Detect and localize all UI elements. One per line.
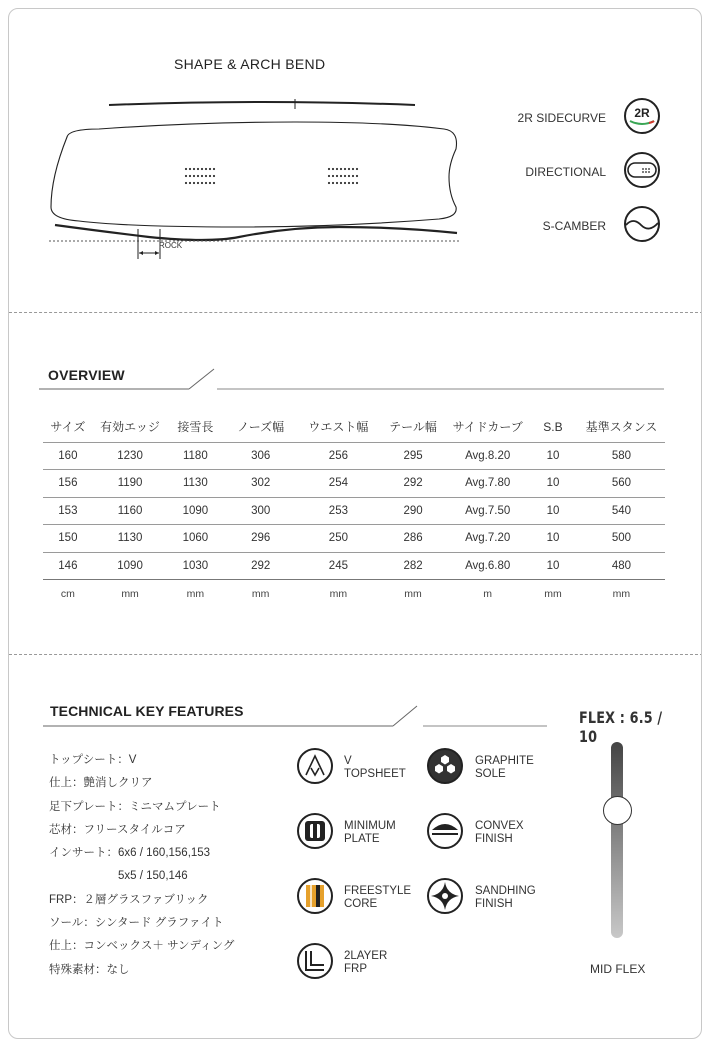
table-cell: 10 xyxy=(528,525,578,553)
table-row xyxy=(43,497,665,525)
table-cell: 146 xyxy=(43,552,93,580)
table-cell: 10 xyxy=(528,552,578,580)
table-cell: Avg.8.20 xyxy=(447,442,528,470)
spec-line: インサート：6x6 / 160,156,153 xyxy=(49,847,211,860)
feature-line: V xyxy=(344,755,352,767)
spec-line: FRP：２層グラスファブリック xyxy=(49,893,209,906)
feature-line: MINIMUM xyxy=(344,820,396,832)
feature-label-s-camber: S-CAMBER xyxy=(542,219,606,233)
feature-line: SOLE xyxy=(475,768,506,780)
unit-cell: mm xyxy=(167,580,223,608)
feature-freestyle-core xyxy=(344,885,434,911)
arch-bend-line xyxy=(109,102,415,105)
table-row xyxy=(43,525,665,553)
table-cell: 1180 xyxy=(167,442,223,470)
spec-line: 5x5 / 150,146 xyxy=(49,870,188,883)
s-camber-icon xyxy=(623,205,661,243)
table-cell: 245 xyxy=(298,552,379,580)
unit-cell: mm xyxy=(379,580,447,608)
spec-line: 足下プレート：ミニマムプレート xyxy=(49,800,221,813)
spec-table xyxy=(43,412,665,607)
column-header: サイズ xyxy=(50,420,86,435)
table-cell: 306 xyxy=(223,442,298,470)
table-cell: 250 xyxy=(298,525,379,553)
feature-2layer-frp xyxy=(344,950,434,976)
column-header: 接雪長 xyxy=(177,420,214,435)
graphite-sole-icon xyxy=(426,747,464,785)
table-cell: 500 xyxy=(578,525,665,553)
overview-title: OVERVIEW xyxy=(48,367,125,383)
table-cell: 1090 xyxy=(167,497,223,525)
feature-graphite-sole xyxy=(475,755,565,781)
unit-cell: mm xyxy=(223,580,298,608)
flex-caption: MID FLEX xyxy=(590,962,646,976)
unit-cell: mm xyxy=(93,580,168,608)
feature-line: SANDHING xyxy=(475,885,536,897)
table-cell: 300 xyxy=(223,497,298,525)
flex-label: FLEX : 6.5 / 10 xyxy=(579,708,663,746)
table-cell: 10 xyxy=(528,442,578,470)
shape-title: SHAPE & ARCH BEND xyxy=(174,56,326,72)
2r-sidecurve-icon xyxy=(623,97,661,135)
sandhing-finish-icon xyxy=(426,877,464,915)
technical-title-rule xyxy=(43,703,553,731)
board-shape-diagram xyxy=(39,89,459,259)
table-cell: 10 xyxy=(528,497,578,525)
feature-line: FINISH xyxy=(475,833,513,845)
table-cell: 10 xyxy=(528,470,578,498)
freestyle-core-icon xyxy=(296,877,334,915)
table-cell: 295 xyxy=(379,442,447,470)
table-row xyxy=(43,552,665,580)
table-units-row xyxy=(43,580,665,608)
technical-title: TECHNICAL KEY FEATURES xyxy=(50,703,244,719)
table-cell: 292 xyxy=(223,552,298,580)
feature-line: PLATE xyxy=(344,833,380,845)
spec-line: 仕上：コンベックス＋ サンディング xyxy=(49,940,235,953)
feature-line: FREESTYLE xyxy=(344,885,412,897)
table-cell: 256 xyxy=(298,442,379,470)
flex-bar xyxy=(611,742,623,938)
table-cell: 150 xyxy=(43,525,93,553)
column-header: 有効エッジ xyxy=(100,420,160,435)
2layer-frp-icon xyxy=(296,942,334,980)
unit-cell: m xyxy=(447,580,528,608)
table-row xyxy=(43,442,665,470)
table-cell: Avg.7.20 xyxy=(447,525,528,553)
column-header: ノーズ幅 xyxy=(237,420,285,435)
table-cell: 302 xyxy=(223,470,298,498)
spec-sheet-card xyxy=(8,8,702,1039)
directional-icon xyxy=(623,151,661,189)
spec-line: ソール：シンタード グラファイト xyxy=(49,917,224,930)
column-header: S.B xyxy=(543,419,563,434)
table-cell: 1030 xyxy=(167,552,223,580)
section-divider xyxy=(9,312,702,313)
table-cell: Avg.7.50 xyxy=(447,497,528,525)
table-cell: 286 xyxy=(379,525,447,553)
table-cell: 1130 xyxy=(167,470,223,498)
table-header-row xyxy=(43,412,665,442)
table-cell: 156 xyxy=(43,470,93,498)
table-cell: 290 xyxy=(379,497,447,525)
convex-finish-icon xyxy=(426,812,464,850)
table-cell: 1090 xyxy=(93,552,168,580)
unit-cell: mm xyxy=(298,580,379,608)
feature-line: CONVEX xyxy=(475,820,524,832)
table-cell: 1230 xyxy=(93,442,168,470)
feature-line: 2LAYER xyxy=(344,950,388,962)
table-cell: 1160 xyxy=(93,497,168,525)
flex-knob xyxy=(603,796,632,825)
minimum-plate-icon xyxy=(296,812,334,850)
spec-line: トップシート：V xyxy=(49,754,137,766)
feature-convex-finish xyxy=(475,820,565,846)
spec-line: 特殊素材：なし xyxy=(49,963,130,976)
table-cell: 253 xyxy=(298,497,379,525)
table-cell: 1060 xyxy=(167,525,223,553)
table-cell: 1190 xyxy=(93,470,168,498)
column-header: ウエスト幅 xyxy=(308,420,369,435)
table-cell: 540 xyxy=(578,497,665,525)
feature-sandhing-finish xyxy=(475,885,565,911)
table-cell: 1130 xyxy=(93,525,168,553)
table-cell: 153 xyxy=(43,497,93,525)
table-cell: 160 xyxy=(43,442,93,470)
table-cell: 282 xyxy=(379,552,447,580)
table-row xyxy=(43,470,665,498)
feature-label-directional: DIRECTIONAL xyxy=(525,165,606,179)
feature-line: GRAPHITE xyxy=(475,755,534,767)
feature-line: CORE xyxy=(344,898,378,910)
column-header: サイドカーブ xyxy=(452,420,523,435)
table-cell: 560 xyxy=(578,470,665,498)
feature-line: TOPSHEET xyxy=(344,768,406,780)
spec-line: 仕上：艶消しクリア xyxy=(49,777,153,790)
table-cell: 480 xyxy=(578,552,665,580)
svg-text:2R: 2R xyxy=(634,106,650,120)
unit-cell: cm xyxy=(43,580,93,608)
table-cell: Avg.6.80 xyxy=(447,552,528,580)
feature-line: FRP xyxy=(344,963,367,975)
table-cell: 296 xyxy=(223,525,298,553)
spec-line: 芯材：フリースタイルコア xyxy=(49,823,186,836)
spec-list xyxy=(49,749,234,982)
section-divider xyxy=(9,654,702,655)
column-header: 基準スタンス xyxy=(585,420,658,435)
table-cell: 254 xyxy=(298,470,379,498)
table-cell: Avg.7.80 xyxy=(447,470,528,498)
table-cell: 292 xyxy=(379,470,447,498)
column-header: テール幅 xyxy=(389,420,437,435)
feature-v-topsheet xyxy=(344,755,434,781)
feature-minimum-plate xyxy=(344,820,434,846)
unit-cell: mm xyxy=(578,580,665,608)
unit-cell: mm xyxy=(528,580,578,608)
overview-title-rule xyxy=(39,365,669,395)
rock-label: ROCK xyxy=(159,241,183,250)
table-cell: 580 xyxy=(578,442,665,470)
feature-line: FINISH xyxy=(475,898,513,910)
feature-label-2r-sidecurve: 2R SIDECURVE xyxy=(517,111,606,125)
board-outline xyxy=(51,122,457,227)
v-topsheet-icon xyxy=(296,747,334,785)
